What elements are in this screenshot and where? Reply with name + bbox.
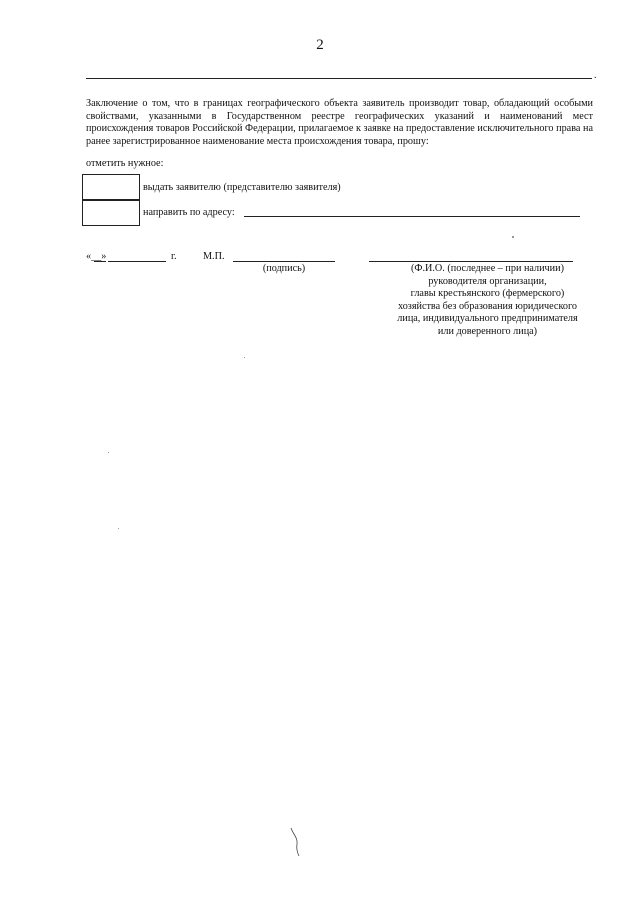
top-rule-dot: . [594, 70, 597, 81]
fio-caption-line: (Ф.И.О. (последнее – при наличии) [411, 263, 564, 274]
option-issue-to-applicant-checkbox[interactable] [82, 174, 140, 200]
scan-speck [512, 236, 514, 238]
signature-field[interactable] [233, 261, 335, 262]
fio-caption-line: лица, индивидуального предпринимателя [397, 313, 578, 325]
mark-needed-label: отметить нужное: [86, 158, 164, 169]
fio-caption-line: главы крестьянского (фермерского) [410, 288, 565, 300]
signature-caption: (подпись) [262, 263, 306, 274]
scan-speck [118, 528, 119, 529]
date-day-quotes: «__» [86, 251, 107, 262]
fio-caption-line: хозяйства без образования юридического [398, 300, 577, 312]
option-issue-to-applicant-label: выдать заявителю (представителю заявителя) [143, 182, 341, 193]
option-send-to-address-checkbox[interactable] [82, 200, 140, 226]
fio-caption [360, 263, 615, 339]
stamp-label: М.П. [203, 251, 225, 262]
date-year-suffix: г. [171, 251, 177, 262]
date-month-field[interactable] [108, 261, 166, 262]
option-send-to-address-label: направить по адресу: [143, 207, 235, 218]
scan-speck [244, 357, 245, 358]
page-number: 2 [316, 37, 324, 53]
scan-mark [288, 826, 304, 858]
scan-speck [108, 452, 109, 453]
fio-caption-line: руководителя организации, [428, 275, 547, 287]
date-day-field[interactable] [94, 261, 106, 262]
fio-field[interactable] [369, 261, 573, 262]
top-rule [86, 78, 592, 79]
fio-caption-line: или доверенного лица) [437, 325, 538, 337]
conclusion-paragraph: Заключение о том, что в границах географического объекта заявитель производит товар, обладающий особыми свойствами, указанными в Государственном реестре географических указаний и наименований мест происхождения товаров Российской Федерации, прилагаемое к заявке на предоставление исключительного права на ранее зарегистрированное наименование места происхождения товара, прошу: [86, 98, 593, 147]
address-field[interactable] [244, 216, 580, 217]
